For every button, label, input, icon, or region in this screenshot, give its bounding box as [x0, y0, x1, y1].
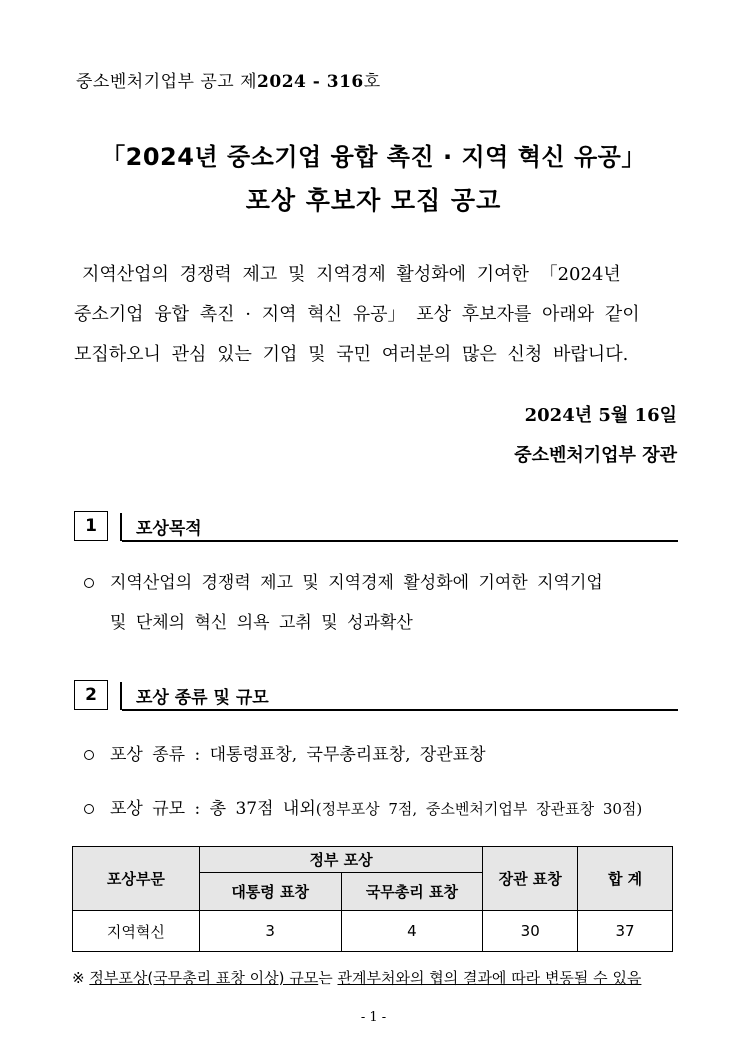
- section1-underline: [122, 540, 678, 542]
- section1-header: [74, 511, 678, 541]
- note-mark: ※: [72, 969, 85, 987]
- header-category: 포상부문: [73, 847, 200, 911]
- section1-heading: 포상목적: [136, 519, 202, 539]
- title-line1: 「2024년 중소기업 융합 촉진 · 지역 혁신 유공」: [101, 143, 646, 171]
- row-pm: 4: [341, 911, 483, 952]
- section1-bar: [120, 513, 122, 541]
- section2-header: [74, 680, 678, 710]
- bullet-circle-icon: [84, 750, 94, 760]
- notice-date: 2024년 5월 16일: [524, 405, 677, 426]
- row-category: 지역혁신: [73, 911, 200, 952]
- row-minister: 30: [483, 911, 578, 952]
- page-number: - 1 -: [360, 1010, 387, 1025]
- footnote: [72, 967, 641, 988]
- notice-number-prefix: 중소벤처기업부 공고 제: [76, 72, 258, 92]
- notice-number: [76, 67, 381, 92]
- section1-bullet-line2: 및 단체의 혁신 의욕 고취 및 성과확산: [110, 613, 413, 633]
- intro-line1: 지역산업의 경쟁력 제고 및 지역경제 활성화에 기여한 「2024년: [82, 264, 621, 285]
- section1-bullet: [84, 563, 678, 643]
- note-part2: 는: [318, 969, 338, 987]
- bullet-circle-icon: [84, 804, 94, 814]
- notice-number-value: 2024 - 316: [257, 72, 364, 92]
- header-total: 합 계: [578, 847, 673, 911]
- header-gov-award: 정부 포상: [199, 847, 483, 873]
- section2-bullet-types: [84, 735, 678, 775]
- header-pm-award: 국무총리 표창: [341, 873, 483, 911]
- header-president-award: 대통령 표창: [199, 873, 341, 911]
- header-minister-award: 장관 표창: [483, 847, 578, 911]
- section2-underline: [122, 709, 678, 711]
- section1-bullet-line1: 지역산업의 경쟁력 제고 및 지역경제 활성화에 기여한 지역기업: [110, 573, 603, 593]
- row-president: 3: [199, 911, 341, 952]
- section2-bullet-scale: [84, 789, 678, 829]
- notice-number-suffix: 호: [363, 72, 381, 92]
- section1-number: 1: [74, 511, 108, 541]
- award-table: [72, 846, 673, 952]
- note-part3: 관계부처와의 협의 결과에 따라 변동될 수 있음: [337, 969, 642, 987]
- bullet-circle-icon: [84, 578, 94, 588]
- award-scale: 포상 규모 : 총 37점 내외(정부포상 7점, 중소벤처기업부 장관표창 30점): [110, 799, 643, 819]
- section2-bar: [120, 682, 122, 710]
- title-line2: 포상 후보자 모집 공고: [245, 186, 502, 215]
- issuer: 중소벤처기업부 장관: [514, 445, 677, 466]
- section2-number: 2: [74, 680, 108, 710]
- note-part1: 정부포상(국무총리 표창 이상) 규모: [89, 969, 319, 987]
- award-scale-detail: (정부포상 7점, 중소벤처기업부 장관표창 30점): [315, 800, 643, 818]
- intro-paragraph: [74, 255, 678, 375]
- intro-line3: 모집하오니 관심 있는 기업 및 국민 여러분의 많은 신청 바랍니다.: [74, 344, 629, 365]
- intro-line2: 중소기업 융합 촉진 · 지역 혁신 유공」 포상 후보자를 아래와 같이: [74, 304, 640, 325]
- section2-heading: 포상 종류 및 규모: [136, 688, 269, 708]
- row-total: 37: [578, 911, 673, 952]
- award-types: 포상 종류 : 대통령표창, 국무총리표창, 장관표창: [110, 745, 486, 765]
